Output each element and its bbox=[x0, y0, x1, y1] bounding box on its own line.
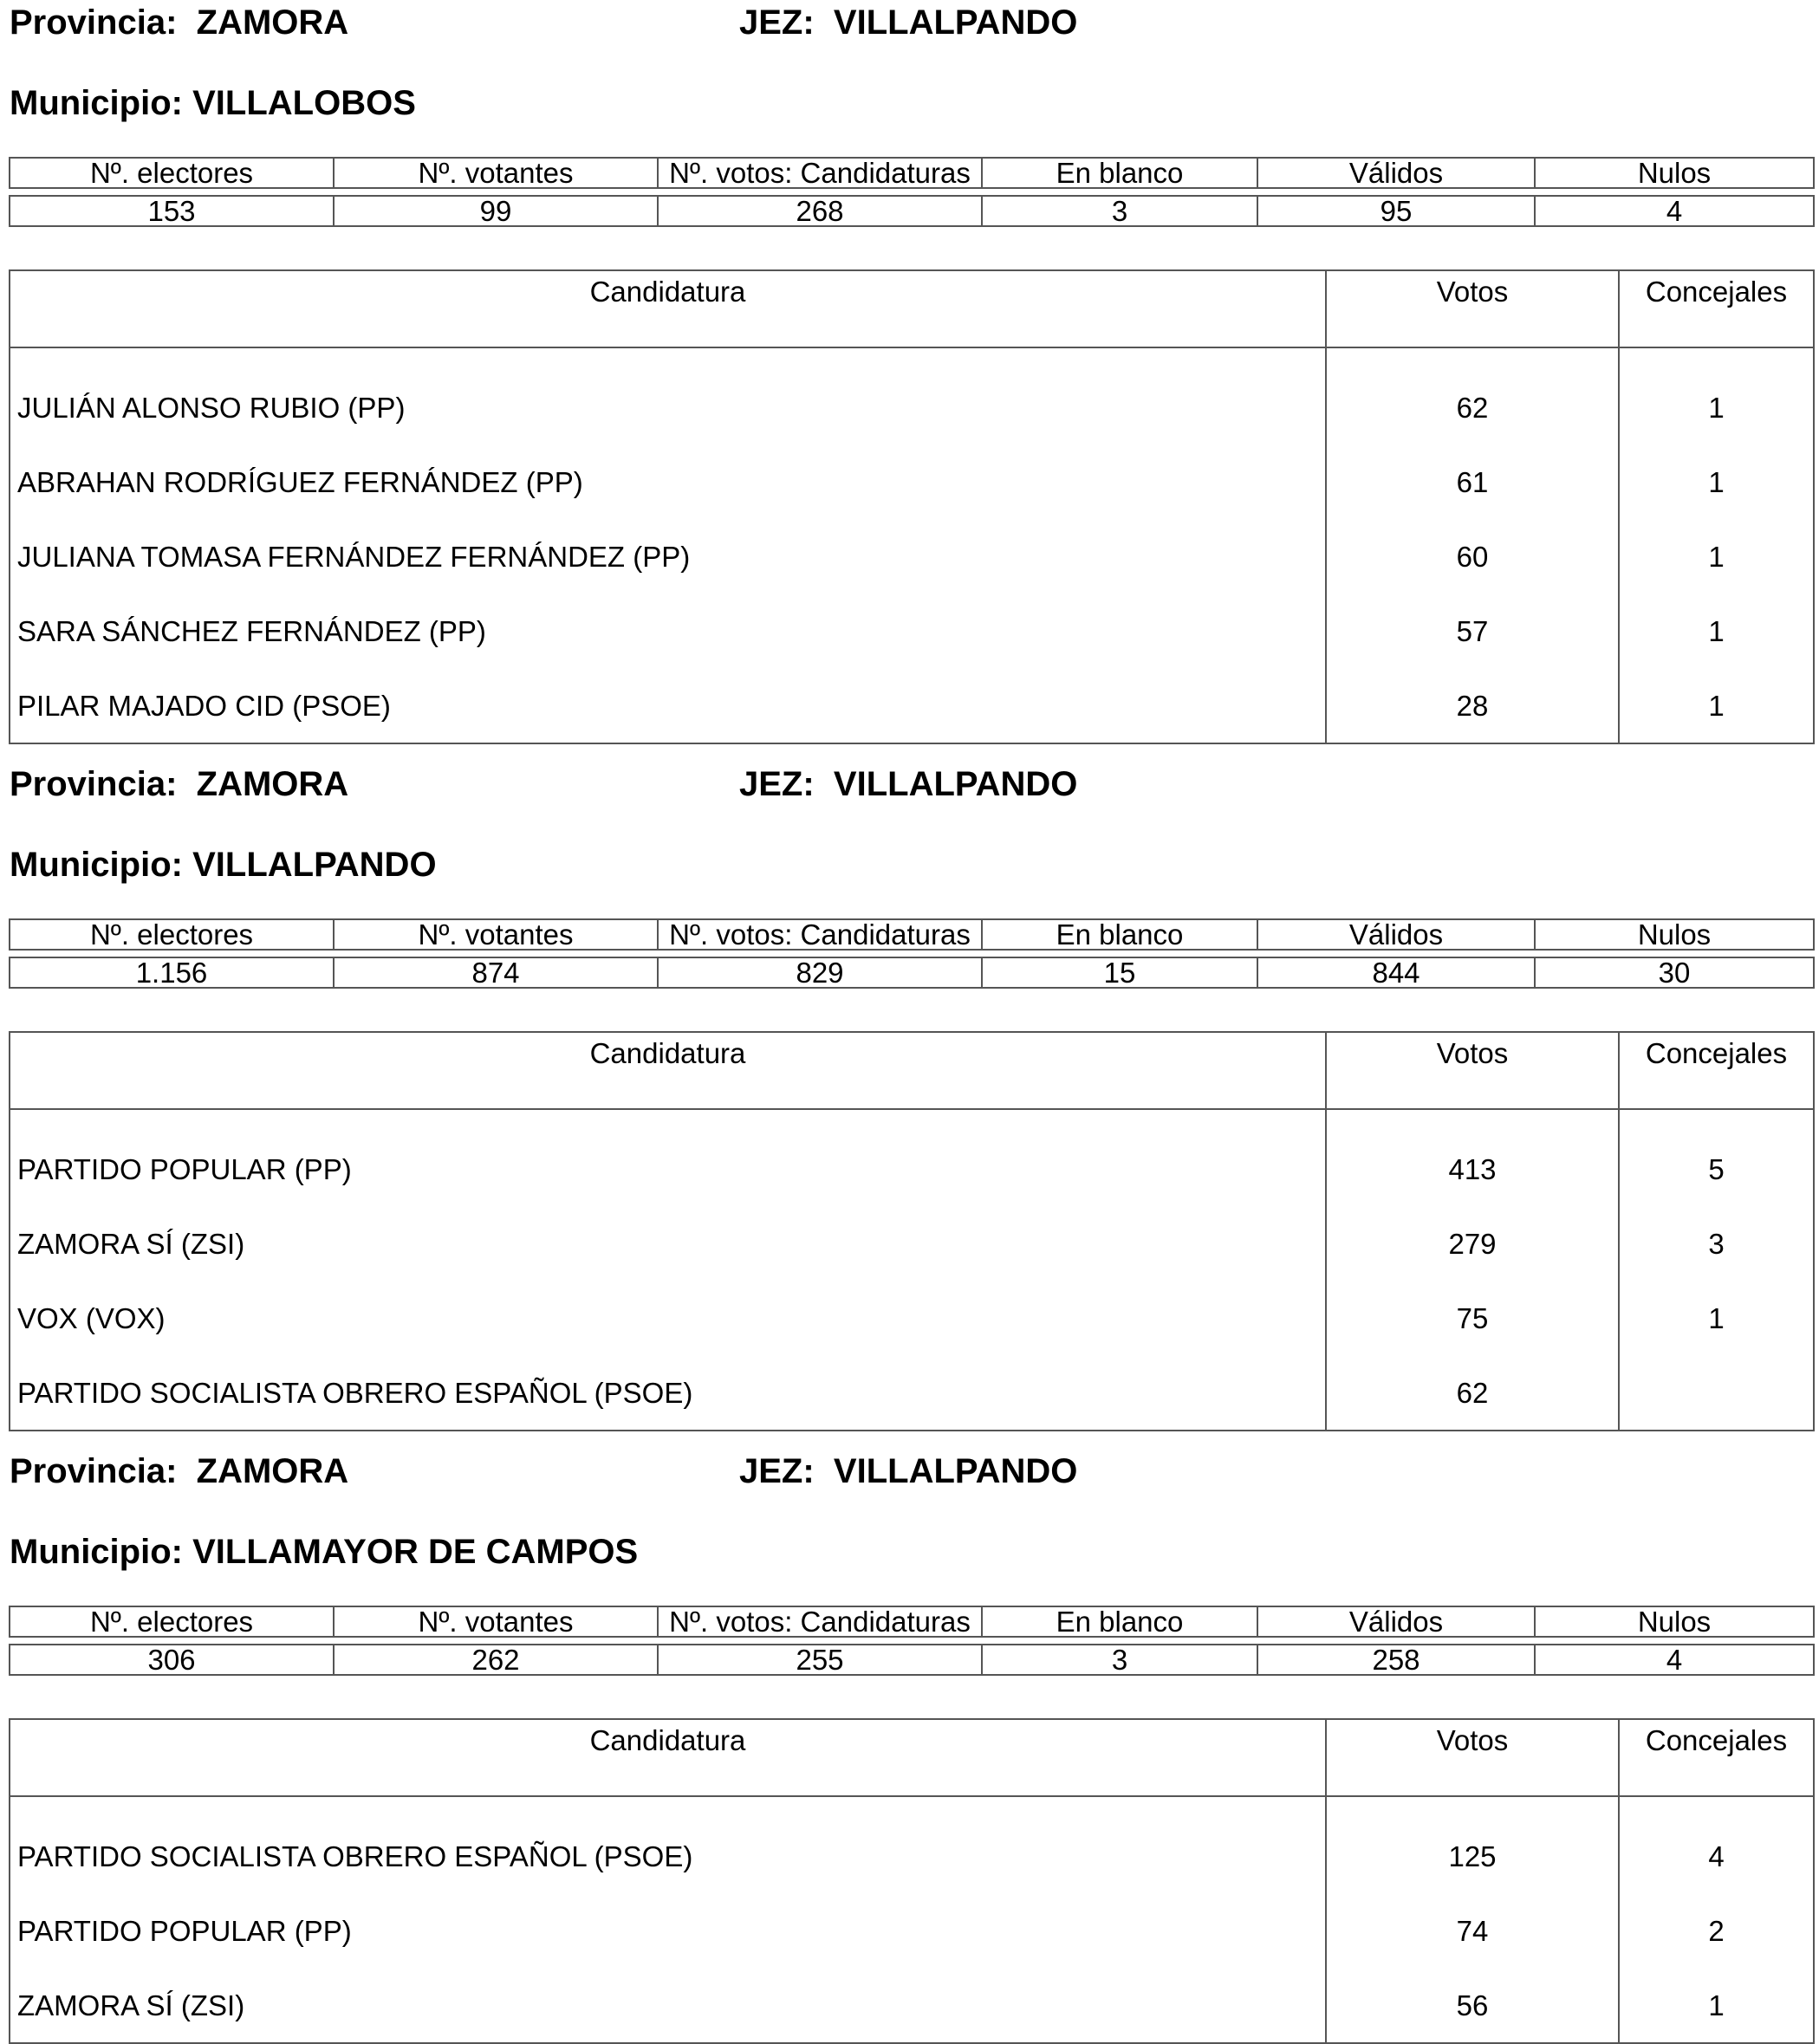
jez-heading: JEZ: VILLALPANDO bbox=[739, 765, 1078, 803]
electores-header: Nº. electores bbox=[10, 919, 334, 950]
stats-values-table bbox=[9, 957, 1815, 989]
candidate-name: JULIÁN ALONSO RUBIO (PP) bbox=[10, 370, 1326, 444]
stats-header-table bbox=[9, 918, 1815, 951]
table-row bbox=[10, 1132, 1814, 1206]
stats-header-table bbox=[9, 1606, 1815, 1638]
candidates-table bbox=[9, 269, 1815, 744]
validos-value: 95 bbox=[1257, 196, 1535, 226]
candidates-table bbox=[9, 1718, 1815, 2044]
candidate-name: PARTIDO POPULAR (PP) bbox=[10, 1132, 1326, 1206]
municipio-heading: Municipio: VILLAMAYOR DE CAMPOS bbox=[10, 1533, 639, 1571]
electores-value: 306 bbox=[10, 1645, 334, 1675]
votos-candidaturas-value: 268 bbox=[658, 196, 982, 226]
candidate-votos: 62 bbox=[1326, 370, 1619, 444]
candidate-name: PARTIDO SOCIALISTA OBRERO ESPAÑOL (PSOE) bbox=[10, 1355, 1326, 1431]
en-blanco-value: 15 bbox=[982, 957, 1257, 988]
candidate-name: JULIANA TOMASA FERNÁNDEZ FERNÁNDEZ (PP) bbox=[10, 519, 1326, 594]
candidate-name: PILAR MAJADO CID (PSOE) bbox=[10, 668, 1326, 743]
municipio-heading: Municipio: VILLALPANDO bbox=[10, 846, 437, 884]
table-row bbox=[10, 370, 1814, 444]
electores-value: 1.156 bbox=[10, 957, 334, 988]
nulos-value: 4 bbox=[1535, 196, 1814, 226]
candidate-votos: 60 bbox=[1326, 519, 1619, 594]
validos-header: Válidos bbox=[1257, 1606, 1535, 1637]
validos-header: Válidos bbox=[1257, 158, 1535, 188]
votantes-header: Nº. votantes bbox=[334, 919, 658, 950]
nulos-header: Nulos bbox=[1535, 919, 1814, 950]
votos-candidaturas-header: Nº. votos: Candidaturas bbox=[658, 919, 982, 950]
candidate-name: PARTIDO POPULAR (PP) bbox=[10, 1893, 1326, 1968]
candidate-votos: 279 bbox=[1326, 1206, 1619, 1281]
votantes-value: 874 bbox=[334, 957, 658, 988]
candidate-votos: 57 bbox=[1326, 594, 1619, 668]
en-blanco-value: 3 bbox=[982, 1645, 1257, 1675]
candidate-votos: 56 bbox=[1326, 1968, 1619, 2043]
municipio-heading: Municipio: VILLALOBOS bbox=[10, 84, 416, 122]
table-row bbox=[10, 1281, 1814, 1355]
table-row bbox=[10, 1819, 1814, 1893]
en-blanco-header: En blanco bbox=[982, 1606, 1257, 1637]
provincia-heading: Provincia: ZAMORA bbox=[10, 765, 349, 803]
votantes-header: Nº. votantes bbox=[334, 1606, 658, 1637]
candidate-concejales: 1 bbox=[1619, 1968, 1814, 2043]
table-row bbox=[10, 1893, 1814, 1968]
table-row bbox=[10, 444, 1814, 519]
candidatura-header: Candidatura bbox=[10, 1719, 1326, 1796]
candidate-votos: 75 bbox=[1326, 1281, 1619, 1355]
votos-candidaturas-value: 829 bbox=[658, 957, 982, 988]
candidates-table bbox=[9, 1031, 1815, 1431]
votos-header: Votos bbox=[1326, 1719, 1619, 1796]
candidate-name: ZAMORA SÍ (ZSI) bbox=[10, 1968, 1326, 2043]
table-row bbox=[10, 1355, 1814, 1431]
validos-header: Válidos bbox=[1257, 919, 1535, 950]
candidate-concejales: 3 bbox=[1619, 1206, 1814, 1281]
en-blanco-value: 3 bbox=[982, 196, 1257, 226]
electores-header: Nº. electores bbox=[10, 1606, 334, 1637]
provincia-heading: Provincia: ZAMORA bbox=[10, 1452, 349, 1490]
candidate-votos: 28 bbox=[1326, 668, 1619, 743]
candidate-name: ZAMORA SÍ (ZSI) bbox=[10, 1206, 1326, 1281]
candidate-concejales: 1 bbox=[1619, 444, 1814, 519]
votos-header: Votos bbox=[1326, 270, 1619, 347]
concejales-header: Concejales bbox=[1619, 1719, 1814, 1796]
candidate-concejales: 1 bbox=[1619, 1281, 1814, 1355]
jez-heading: JEZ: VILLALPANDO bbox=[739, 3, 1078, 42]
candidate-votos: 61 bbox=[1326, 444, 1619, 519]
stats-values-table bbox=[9, 195, 1815, 227]
nulos-value: 4 bbox=[1535, 1645, 1814, 1675]
nulos-value: 30 bbox=[1535, 957, 1814, 988]
stats-header-table bbox=[9, 157, 1815, 189]
candidate-concejales: 1 bbox=[1619, 594, 1814, 668]
nulos-header: Nulos bbox=[1535, 1606, 1814, 1637]
candidate-name: VOX (VOX) bbox=[10, 1281, 1326, 1355]
votos-header: Votos bbox=[1326, 1032, 1619, 1109]
validos-value: 844 bbox=[1257, 957, 1535, 988]
votantes-value: 99 bbox=[334, 196, 658, 226]
candidate-concejales: 1 bbox=[1619, 668, 1814, 743]
votos-candidaturas-value: 255 bbox=[658, 1645, 982, 1675]
table-row bbox=[10, 594, 1814, 668]
nulos-header: Nulos bbox=[1535, 158, 1814, 188]
table-row bbox=[10, 519, 1814, 594]
validos-value: 258 bbox=[1257, 1645, 1535, 1675]
candidatura-header: Candidatura bbox=[10, 1032, 1326, 1109]
en-blanco-header: En blanco bbox=[982, 158, 1257, 188]
table-row bbox=[10, 1206, 1814, 1281]
candidate-name: PARTIDO SOCIALISTA OBRERO ESPAÑOL (PSOE) bbox=[10, 1819, 1326, 1893]
candidate-votos: 413 bbox=[1326, 1132, 1619, 1206]
candidate-concejales: 4 bbox=[1619, 1819, 1814, 1893]
provincia-heading: Provincia: ZAMORA bbox=[10, 3, 349, 42]
candidate-name: SARA SÁNCHEZ FERNÁNDEZ (PP) bbox=[10, 594, 1326, 668]
candidatura-header: Candidatura bbox=[10, 270, 1326, 347]
stats-values-table bbox=[9, 1644, 1815, 1676]
electores-value: 153 bbox=[10, 196, 334, 226]
table-row bbox=[10, 668, 1814, 743]
candidate-concejales: 2 bbox=[1619, 1893, 1814, 1968]
votos-candidaturas-header: Nº. votos: Candidaturas bbox=[658, 158, 982, 188]
en-blanco-header: En blanco bbox=[982, 919, 1257, 950]
votantes-header: Nº. votantes bbox=[334, 158, 658, 188]
candidate-concejales: 1 bbox=[1619, 519, 1814, 594]
candidate-votos: 62 bbox=[1326, 1355, 1619, 1431]
table-row bbox=[10, 1968, 1814, 2043]
concejales-header: Concejales bbox=[1619, 1032, 1814, 1109]
candidate-name: ABRAHAN RODRÍGUEZ FERNÁNDEZ (PP) bbox=[10, 444, 1326, 519]
candidate-concejales bbox=[1619, 1355, 1814, 1431]
votos-candidaturas-header: Nº. votos: Candidaturas bbox=[658, 1606, 982, 1637]
votantes-value: 262 bbox=[334, 1645, 658, 1675]
concejales-header: Concejales bbox=[1619, 270, 1814, 347]
candidate-concejales: 1 bbox=[1619, 370, 1814, 444]
electores-header: Nº. electores bbox=[10, 158, 334, 188]
candidate-concejales: 5 bbox=[1619, 1132, 1814, 1206]
candidate-votos: 74 bbox=[1326, 1893, 1619, 1968]
jez-heading: JEZ: VILLALPANDO bbox=[739, 1452, 1078, 1490]
candidate-votos: 125 bbox=[1326, 1819, 1619, 1893]
